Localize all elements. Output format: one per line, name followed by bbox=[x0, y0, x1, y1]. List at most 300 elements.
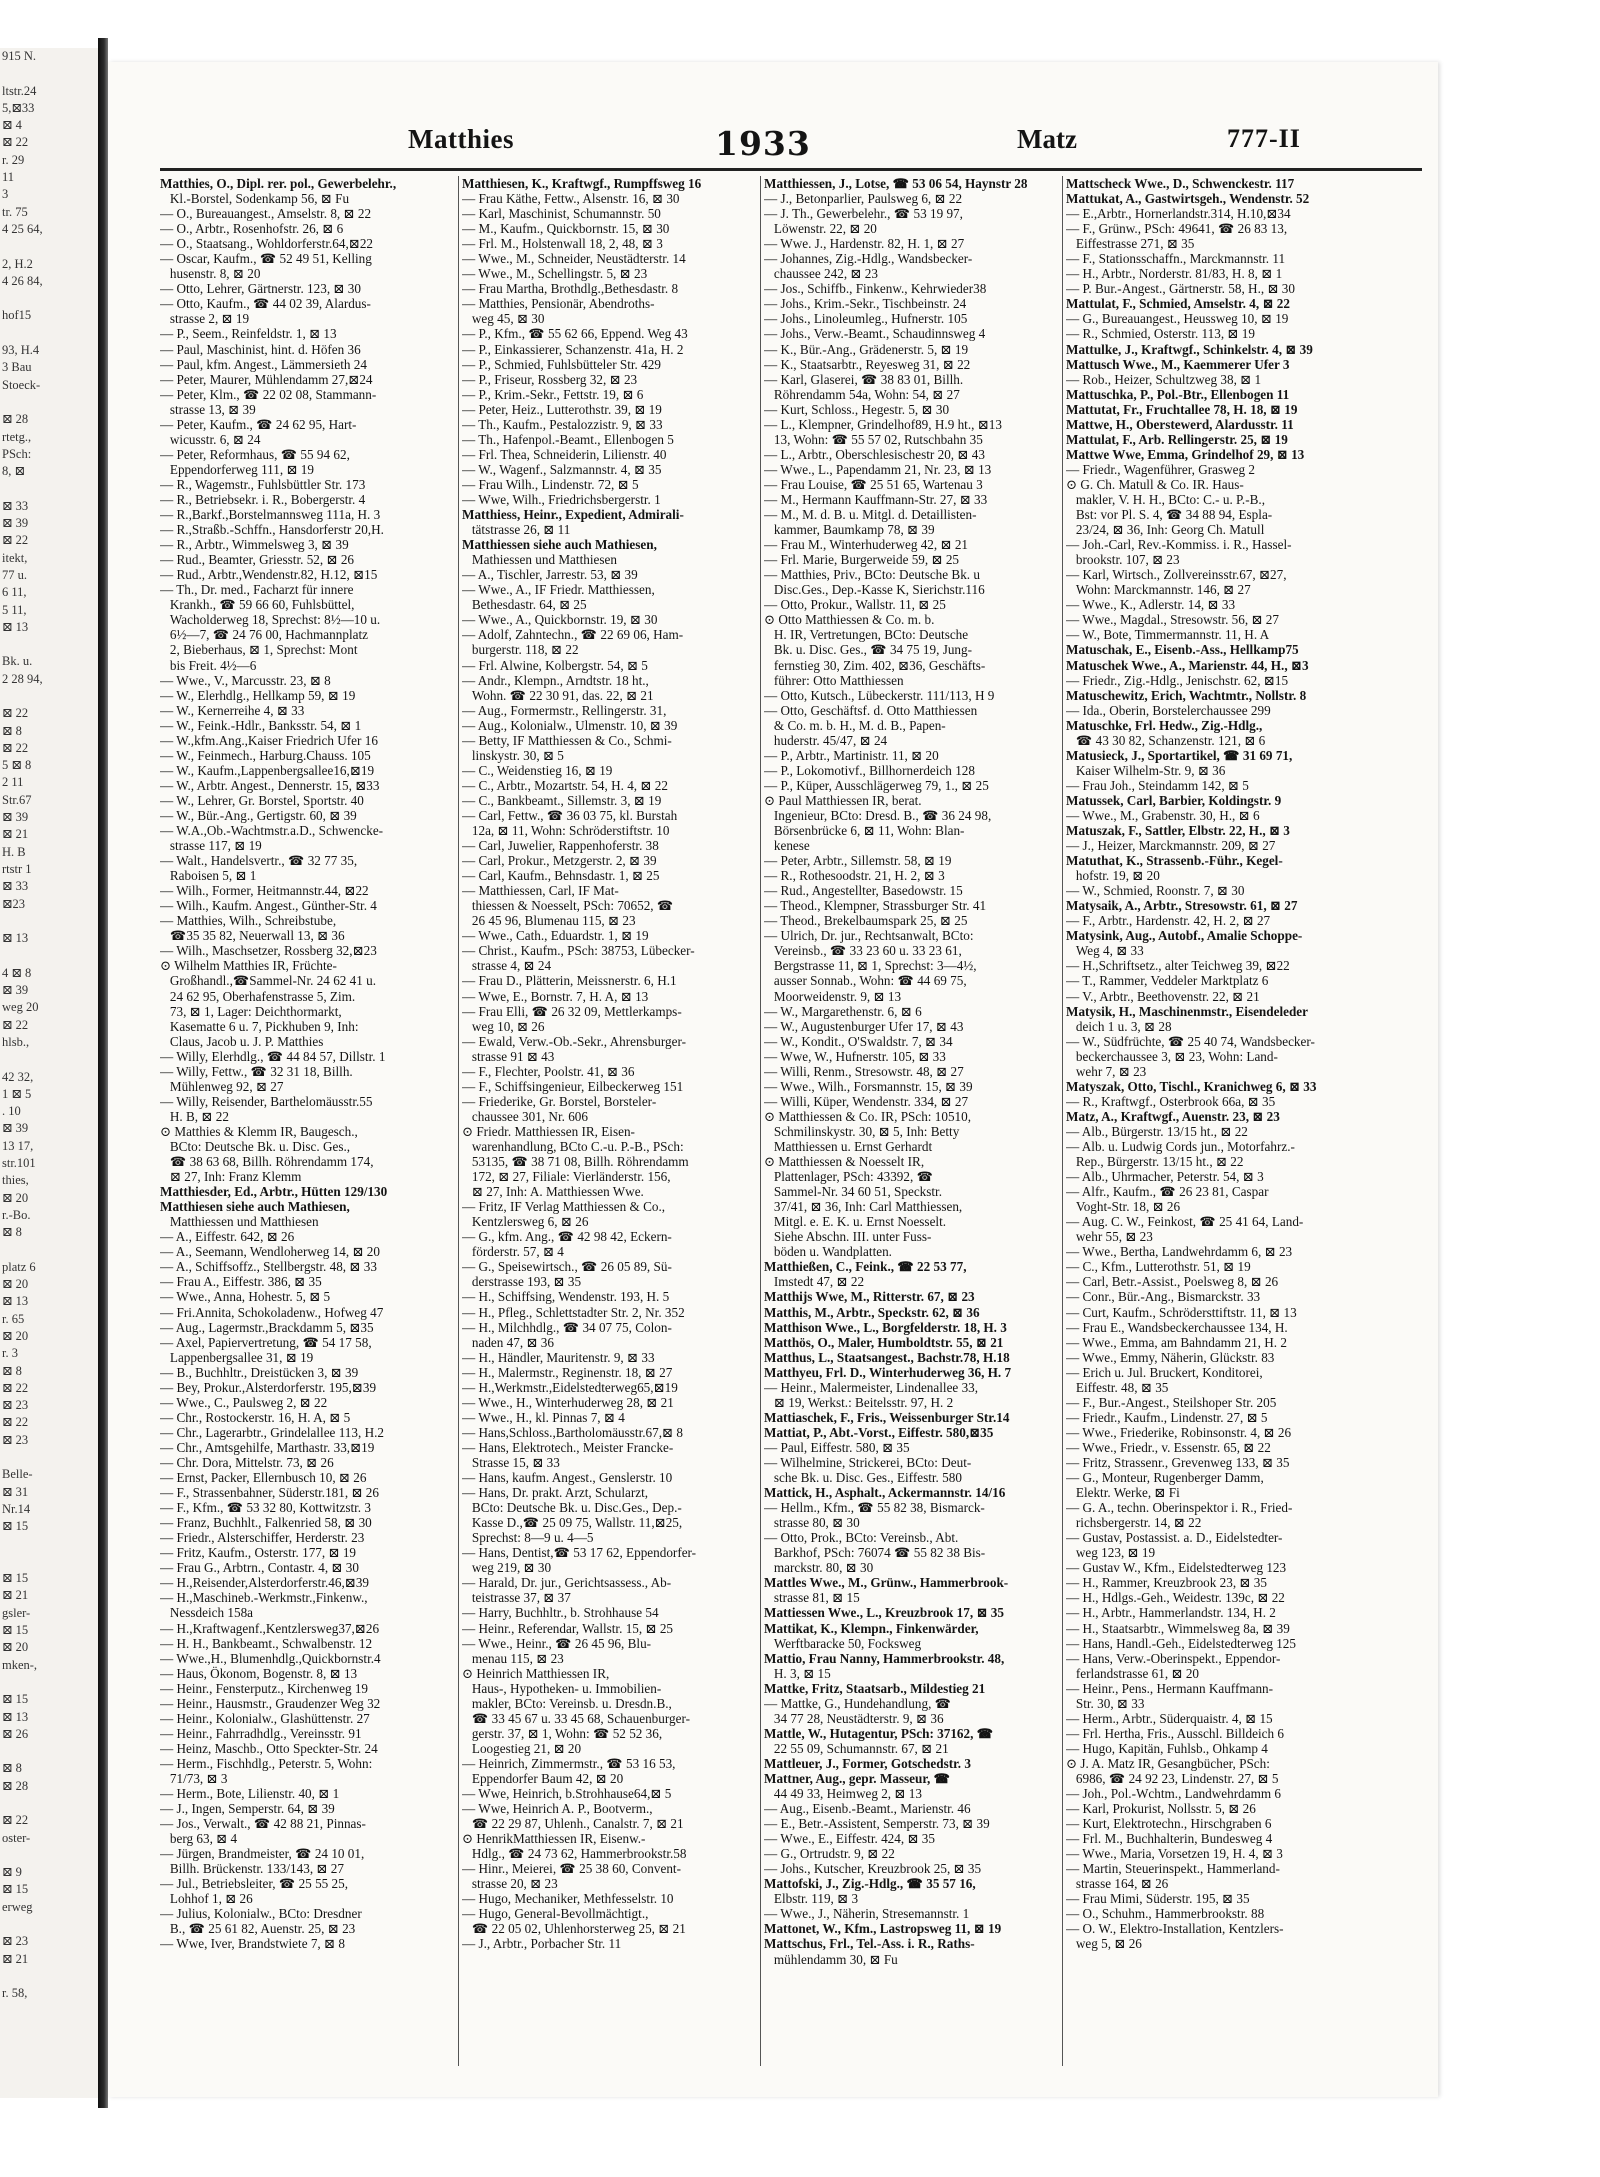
directory-entry-line: — J., Betonparlier, Paulsweg 6, ⊠ 22 bbox=[764, 191, 963, 207]
directory-entry-line: ⊙ Matthiessen & Co. IR, PSch: 10510, bbox=[764, 1108, 972, 1124]
directory-entry-line: — Wwe., M., Schellingstr. 5, ⊠ 23 bbox=[462, 266, 648, 282]
directory-entry-line: — H., Arbtr., Norderstr. 81/83, H. 8, ⊠ 1 bbox=[1066, 266, 1283, 282]
directory-entry-line: Krankh., ☎ 59 66 60, Fuhlsbüttel, bbox=[160, 597, 355, 613]
directory-entry-line: Matthijs Wwe, M., Ritterstr. 67, ⊠ 23 bbox=[764, 1289, 975, 1305]
directory-entry-line: Lappenbergsallee 31, ⊠ 19 bbox=[160, 1349, 314, 1365]
directory-entry-line: — Karl, Glaserei, ☎ 38 83 01, Billh. bbox=[764, 371, 964, 387]
prev-page-fragment bbox=[0, 636, 98, 653]
directory-entry-line: — Friedr., Kaufm., Lindenstr. 27, ⊠ 5 bbox=[1066, 1409, 1268, 1425]
directory-entry-line: — Chr. Dora, Mittelstr. 73, ⊠ 26 bbox=[160, 1454, 334, 1470]
directory-entry-line: Voght-Str. 18, ⊠ 26 bbox=[1066, 1199, 1181, 1215]
directory-entry-line: — Gustav W., Kfm., Eidelstedterweg 123 bbox=[1066, 1560, 1287, 1576]
prev-page-fragment bbox=[0, 947, 98, 964]
directory-entry-line: — W., Augustenburger Ufer 17, ⊠ 43 bbox=[764, 1018, 964, 1034]
prev-page-fragment bbox=[0, 913, 98, 930]
directory-entry-line: Matthiesen siehe auch Mathiesen, bbox=[160, 1199, 350, 1215]
directory-entry-line: — Wwe, W., Hufnerstr. 105, ⊠ 33 bbox=[764, 1048, 946, 1064]
directory-entry-line: weg 219, ⊠ 30 bbox=[462, 1560, 552, 1576]
directory-columns bbox=[160, 176, 1422, 2066]
directory-entry-line: Bethesdastr. 64, ⊠ 25 bbox=[462, 597, 587, 613]
directory-entry-line: ausser Sonnab., Wohn: ☎ 44 69 75, bbox=[764, 973, 967, 989]
prev-page-fragment: 11 bbox=[2, 170, 15, 185]
directory-entry-line: — Rob., Heizer, Schultzweg 38, ⊠ 1 bbox=[1066, 371, 1262, 387]
directory-entry-line: fernstieg 30, Zim. 402, ⊠36, Geschäfts- bbox=[764, 657, 986, 673]
directory-entry-line: B., ☎ 25 61 82, Auenstr. 25, ⊠ 23 bbox=[160, 1921, 356, 1937]
prev-page-fragment: ⊠ 23 bbox=[2, 1398, 29, 1413]
directory-entry-line: — Carl, Fettw., ☎ 36 03 75, kl. Burstah bbox=[462, 807, 678, 823]
directory-entry-line: weg 123, ⊠ 19 bbox=[1066, 1545, 1156, 1561]
directory-entry-line: Kl.-Borstel, Sodenkamp 56, ⊠ Fu bbox=[160, 191, 350, 207]
directory-entry-line: Mattner, Aug., gepr. Masseur, ☎ bbox=[764, 1770, 951, 1786]
directory-entry-line: — Johs., Kutscher, Kreuzbrook 25, ⊠ 35 bbox=[764, 1861, 982, 1877]
prev-page-fragment: platz 6 bbox=[2, 1259, 36, 1274]
directory-entry-line: — Heinr., Hausmstr., Graudenzer Weg 32 bbox=[160, 1695, 381, 1711]
directory-entry-line: — Karl, Prokurist, Nollsstr. 5, ⊠ 26 bbox=[1066, 1801, 1256, 1817]
directory-entry-line: deich 1 u. 3, ⊠ 28 bbox=[1066, 1018, 1172, 1034]
directory-entry-line: Mattleuer, J., Former, Gotschedstr. 3 bbox=[764, 1755, 971, 1771]
directory-entry-line: Matthiessen siehe auch Mathiesen, bbox=[462, 537, 657, 553]
directory-entry-line: — Rud., Beamter, Griesstr. 52, ⊠ 26 bbox=[160, 552, 355, 568]
prev-page-fragment: Nr.14 bbox=[2, 1501, 31, 1516]
directory-entry-line: 6½—7, ☎ 24 76 00, Hachmannplatz bbox=[160, 627, 368, 643]
prev-page-fragment: ⊠ 20 bbox=[2, 1277, 29, 1292]
prev-page-fragment: str.101 bbox=[2, 1156, 36, 1170]
directory-entry-line: Eiffestrasse 271, ⊠ 35 bbox=[1066, 236, 1195, 252]
directory-entry-line: weg 5, ⊠ 26 bbox=[1066, 1936, 1142, 1952]
directory-entry-line: — F., Grünw., PSch: 49641, ☎ 26 83 13, bbox=[1066, 221, 1288, 237]
directory-entry-line: — P., Schmied, Fuhlsbütteler Str. 429 bbox=[462, 356, 661, 372]
directory-entry-line: — Friedr., Alsterschiffer, Herderstr. 23 bbox=[160, 1530, 365, 1546]
directory-entry-line: — W.,kfm.Ang.,Kaiser Friedrich Ufer 16 bbox=[160, 732, 378, 748]
directory-entry-line: — Theod., Brekelbaumspark 25, ⊠ 25 bbox=[764, 913, 968, 929]
directory-entry-line: Mattio, Frau Nanny, Hammerbrookstr. 48, bbox=[764, 1650, 1005, 1666]
directory-entry-line: — P., Arbtr., Martinistr. 11, ⊠ 20 bbox=[764, 747, 939, 763]
directory-entry-line: — Erich u. Jul. Bruckert, Konditorei, bbox=[1066, 1364, 1263, 1380]
directory-entry-line: Matthiessen und Matthiesen bbox=[160, 1214, 319, 1230]
directory-entry-line: — Frl. M., Holstenwall 18, 2, 48, ⊠ 3 bbox=[462, 236, 663, 252]
directory-entry-line: Mattiaschek, F., Fris., Weissenburger Str.14 bbox=[764, 1409, 1010, 1425]
prev-page-fragment: ltstr.24 bbox=[2, 83, 37, 98]
directory-entry-line: Mathiessen und Matthiesen bbox=[462, 552, 617, 568]
directory-entry-line: — W., Lehrer, Gr. Borstel, Sportstr. 40 bbox=[160, 792, 364, 808]
directory-entry-line: — Walt., Handelsvertr., ☎ 32 77 35, bbox=[160, 853, 358, 869]
directory-entry-line: — Hugo, Kapitän, Fuhlsb., Ohkamp 4 bbox=[1066, 1740, 1268, 1756]
directory-entry-line: Loogestieg 21, ⊠ 20 bbox=[462, 1740, 582, 1756]
directory-entry-line: ⊠ 27, Inh: A. Matthiessen Wwe. bbox=[462, 1184, 644, 1200]
directory-entry-line: — Karl, Maschinist, Schumannstr. 50 bbox=[462, 206, 661, 222]
directory-entry-line: — H., Milchhdlg., ☎ 34 07 75, Colon- bbox=[462, 1319, 672, 1335]
directory-entry-line: — O., Schuhm., Hammerbrookstr. 88 bbox=[1066, 1906, 1265, 1922]
prev-page-fragment: ⊠ 15 bbox=[2, 1623, 29, 1638]
directory-entry-line: — Chr., Amtsgehilfe, Marthastr. 33,⊠19 bbox=[160, 1439, 375, 1455]
directory-entry-line: H. B, ⊠ 22 bbox=[160, 1108, 229, 1124]
directory-entry-line: — K., Staatsarbtr., Reyesweg 31, ⊠ 22 bbox=[764, 356, 971, 372]
directory-entry-line: ⊙ Otto Matthiessen & Co. m. b. bbox=[764, 612, 935, 628]
prev-page-fragment: 1 ⊠ 5 bbox=[2, 1086, 32, 1101]
prev-page-fragment: Stoeck- bbox=[2, 377, 41, 392]
directory-entry-line: — Adolf, Zahntechn., ☎ 22 69 06, Ham- bbox=[462, 627, 684, 643]
directory-entry-line: — Wwe., H., kl. Pinnas 7, ⊠ 4 bbox=[462, 1409, 625, 1425]
directory-entry-line: — Herm., Fischhdlg., Peterstr. 5, Wohn: bbox=[160, 1755, 373, 1771]
directory-entry-line: — Wwe., C., Paulsweg 2, ⊠ 22 bbox=[160, 1394, 328, 1410]
prev-page-fragment: itekt, bbox=[2, 550, 28, 565]
directory-entry-line: — Jos., Schiffb., Finkenw., Kehrwieder38 bbox=[764, 281, 987, 297]
directory-entry-line: Mattulke, J., Kraftwgf., Schinkelstr. 4, ⊠ 39 bbox=[1066, 341, 1313, 357]
prev-page-fragment: mken-, bbox=[2, 1657, 38, 1672]
directory-entry-line: ferlandstrasse 61, ⊠ 20 bbox=[1066, 1665, 1200, 1681]
directory-entry-line: Matuszak, F., Sattler, Elbstr. 22, H., ⊠ 3 bbox=[1066, 823, 1290, 839]
directory-entry-line: — P., Krim.-Sekr., Fettstr. 19, ⊠ 6 bbox=[462, 386, 644, 402]
directory-entry-line: ⊙ J. A. Matz IR, Gesangbücher, PSch: bbox=[1066, 1755, 1270, 1771]
directory-entry-line: — C., Kfm., Lutterothstr. 51, ⊠ 19 bbox=[1066, 1259, 1251, 1275]
directory-entry-line: — Hugo, General-Bevollmächtigt., bbox=[462, 1906, 649, 1922]
directory-entry-line: Wohn: Marckmannstr. 146, ⊠ 27 bbox=[1066, 582, 1251, 598]
directory-entry-line: Mattulat, F., Schmied, Amselstr. 4, ⊠ 22 bbox=[1066, 296, 1290, 312]
directory-entry-line: — G. A., techn. Oberinspektor i. R., Fried- bbox=[1066, 1500, 1293, 1516]
directory-entry-line: — Gustav, Postassist. a. D., Eidelstedter- bbox=[1066, 1530, 1283, 1546]
directory-entry-line: — Wilhelmine, Strickerei, BCto: Deut- bbox=[764, 1454, 972, 1470]
directory-entry-line: — Jos., Verwalt., ☎ 42 88 21, Pinnas- bbox=[160, 1816, 366, 1832]
directory-entry-line: — Ida., Oberin, Borstelerchaussee 299 bbox=[1066, 702, 1271, 718]
directory-entry-line: — G., kfm. Ang., ☎ 42 98 42, Eckern- bbox=[462, 1229, 672, 1245]
directory-entry-line: ⊠ 19, Werkst.: Beitelsstr. 97, H. 2 bbox=[764, 1394, 954, 1410]
directory-entry-line: — Carl, Juwelier, Rappenhoferstr. 38 bbox=[462, 838, 659, 854]
directory-entry-line: — M., M. d. B. u. Mitgl. d. Detaillisten- bbox=[764, 507, 977, 523]
directory-entry-line: hofstr. 19, ⊠ 20 bbox=[1066, 868, 1160, 884]
directory-entry-line: — Martin, Steuerinspekt., Hammerland- bbox=[1066, 1861, 1280, 1877]
prev-page-fragment: ⊠ 8 bbox=[2, 723, 22, 738]
directory-entry-line: ⊙ Paul Matthiessen IR, berat. bbox=[764, 792, 922, 808]
previous-page-strip bbox=[0, 48, 98, 2098]
directory-entry-line: 37/41, ⊠ 36, Inh: Carl Matthiessen, bbox=[764, 1199, 963, 1215]
directory-entry-line: — O., Bureauangest., Amselstr. 8, ⊠ 22 bbox=[160, 206, 372, 222]
directory-entry-line: wicusstr. 6, ⊠ 24 bbox=[160, 431, 261, 447]
prev-page-fragment: 8, ⊠ bbox=[2, 464, 25, 479]
directory-entry-line: — W., Wagenf., Salzmannstr. 4, ⊠ 35 bbox=[462, 461, 662, 477]
directory-entry-line: Bk. u. Disc. Ges., ☎ 34 75 19, Jung- bbox=[764, 642, 973, 658]
directory-entry-line: — F., Strassenbahner, Süderstr.181, ⊠ 26 bbox=[160, 1485, 379, 1501]
directory-entry-line: 2, Bieberhaus, ⊠ 1, Sprechst: Mont bbox=[160, 642, 358, 658]
directory-entry-line: — Wwe., A., Quickbornstr. 19, ⊠ 30 bbox=[462, 612, 658, 628]
directory-entry-line: sche Bk. u. Disc. Ges., Eiffestr. 580 bbox=[764, 1470, 962, 1486]
prev-page-fragment bbox=[0, 65, 98, 82]
directory-entry-line: — Wwe., A., IF Friedr. Matthiessen, bbox=[462, 582, 655, 598]
directory-entry-line: — Willy, Reisender, Barthelomäusstr.55 bbox=[160, 1093, 373, 1109]
directory-entry-line: Plattenlager, PSch: 43392, ☎ bbox=[764, 1169, 934, 1185]
directory-entry-line: — Heinr., Fensterputz., Kirchenweg 19 bbox=[160, 1680, 369, 1696]
directory-entry-line: — Hans, Handl.-Geh., Eidelstedterweg 125 bbox=[1066, 1635, 1296, 1651]
directory-entry-line: ☎ 22 05 02, Uhlenhorsterweg 25, ⊠ 21 bbox=[462, 1921, 686, 1937]
prev-page-fragment: 93, H.4 bbox=[2, 343, 40, 358]
prev-page-fragment: ⊠ 23 bbox=[2, 1934, 29, 1949]
directory-entry-line: Matussek, Carl, Barbier, Koldingstr. 9 bbox=[1066, 792, 1282, 808]
prev-page-fragment: ⊠ 39 bbox=[2, 516, 29, 531]
directory-entry-line: führer: Otto Matthiessen bbox=[764, 672, 904, 688]
directory-entry-line: — Fritz, Kaufm., Osterstr. 177, ⊠ 19 bbox=[160, 1545, 357, 1561]
directory-entry-line: — Otto, Prok., BCto: Vereinsb., Abt. bbox=[764, 1530, 959, 1546]
directory-entry-line: — H.,Schriftsetz., alter Teichweg 39, ⊠22 bbox=[1066, 958, 1290, 974]
directory-entry-line: Mattle, W., Hutagentur, PSch: 37162, ☎ bbox=[764, 1725, 994, 1741]
directory-entry-line: Elbstr. 119, ⊠ 3 bbox=[764, 1891, 859, 1907]
directory-entry-line: — Wwe., Emma, am Bahndamm 21, H. 2 bbox=[1066, 1334, 1287, 1350]
directory-entry-line: — R., Wagemstr., Fuhlsbüttler Str. 173 bbox=[160, 476, 366, 492]
directory-entry-line: — Haus, Ökonom, Bogenstr. 8, ⊠ 13 bbox=[160, 1665, 358, 1681]
prev-page-fragment: r. 65 bbox=[2, 1311, 25, 1326]
directory-entry-line: makler, V. H. H., BCto: C.- u. P.-B., bbox=[1066, 491, 1266, 507]
directory-entry-line: — Aug. C. W., Feinkost, ☎ 25 41 64, Land- bbox=[1066, 1214, 1304, 1230]
prev-page-fragment: ⊠ 33 bbox=[2, 879, 29, 894]
directory-entry-line: ⊠ 27, Inh: Franz Klemm bbox=[160, 1169, 302, 1185]
prev-page-fragment: ⊠ 22 bbox=[2, 740, 29, 755]
prev-page-fragment: ⊠ 20 bbox=[2, 1190, 29, 1205]
directory-entry-line: — W., Kaufm.,Lappenbergsallee16,⊠19 bbox=[160, 762, 375, 778]
directory-entry-line: — Peter, Klm., ☎ 22 02 08, Stammann- bbox=[160, 386, 377, 402]
prev-page-fragment: 2 11 bbox=[2, 775, 24, 790]
directory-entry-line: Matuthat, K., Strassenb.-Führ., Kegel- bbox=[1066, 853, 1283, 869]
directory-entry-line: Mattiessen Wwe., L., Kreuzbrook 17, ⊠ 35 bbox=[764, 1605, 1004, 1621]
prev-page-fragment: ⊠ 21 bbox=[2, 1951, 29, 1966]
directory-entry-line: — Heinr., Kolonialw., Glashüttenstr. 27 bbox=[160, 1710, 370, 1726]
directory-entry-line: Matthis, M., Arbtr., Speckstr. 62, ⊠ 36 bbox=[764, 1304, 980, 1320]
directory-entry-line: Matthiessen u. Ernst Gerhardt bbox=[764, 1139, 933, 1154]
directory-entry-line: — Rud., Arbtr.,Wendenstr.82, H.12, ⊠15 bbox=[160, 567, 378, 583]
directory-entry-line: burgerstr. 118, ⊠ 22 bbox=[462, 642, 579, 658]
column-divider bbox=[458, 176, 459, 2066]
directory-entry-line: — Wwe., K., Adlerstr. 14, ⊠ 33 bbox=[1066, 597, 1236, 613]
directory-entry-line: — Theod., Klempner, Strassburger Str. 41 bbox=[764, 898, 987, 914]
directory-entry-line: — Wwe., L., Papendamm 21, Nr. 23, ⊠ 13 bbox=[764, 461, 992, 477]
directory-entry-line: — O., Arbtr., Rosenhofstr. 26, ⊠ 6 bbox=[160, 221, 344, 237]
directory-entry-line: Str. 30, ⊠ 33 bbox=[1066, 1695, 1145, 1711]
directory-entry-line: förderstr. 57, ⊠ 4 bbox=[462, 1244, 564, 1260]
directory-entry-line: wehr 7, ⊠ 23 bbox=[1066, 1063, 1147, 1079]
prev-page-fragment: ⊠ 15 bbox=[2, 1519, 29, 1534]
directory-entry-line: bis Freit. 4½—6 bbox=[160, 657, 257, 673]
directory-entry-line: Elektr. Werke, ⊠ Fi bbox=[1066, 1485, 1180, 1501]
directory-entry-line: Mattscheck Wwe., D., Schwenckestr. 117 bbox=[1066, 176, 1295, 191]
directory-entry-line: — Wwe., Anna, Hohestr. 5, ⊠ 5 bbox=[160, 1289, 331, 1305]
directory-entry-line: — Otto, Prokur., Wallstr. 11, ⊠ 25 bbox=[764, 597, 946, 613]
directory-entry-line: — Kurt, Elektrotechn., Hirschgraben 6 bbox=[1066, 1816, 1272, 1832]
directory-entry-line: — P., Kfm., ☎ 55 62 66, Eppend. Weg 43 bbox=[462, 326, 688, 342]
book-gutter bbox=[98, 38, 108, 2108]
directory-entry-line: — W., Kondit., O'Swaldstr. 7, ⊠ 34 bbox=[764, 1033, 953, 1049]
directory-entry-line: Matthiesder, Ed., Arbtr., Hütten 129/130 bbox=[160, 1184, 388, 1200]
directory-entry-line: — Carl, Kaufm., Behnsdastr. 1, ⊠ 25 bbox=[462, 868, 660, 884]
prev-page-fragment bbox=[0, 1051, 98, 1068]
directory-entry-line: Mattwe Wwe, Emma, Grindelhof 29, ⊠ 13 bbox=[1066, 446, 1305, 462]
directory-entry-line: — Fritz, Strassenr., Grevenweg 133, ⊠ 35 bbox=[1066, 1454, 1290, 1470]
directory-entry-line: Mattusch Wwe., M., Kaemmerer Ufer 3 bbox=[1066, 356, 1290, 372]
directory-entry-line: chaussee 242, ⊠ 23 bbox=[764, 266, 878, 282]
prev-page-fragment: ⊠ 22 bbox=[2, 533, 29, 548]
prev-page-fragment: weg 20 bbox=[2, 1000, 39, 1015]
directory-entry-line: — Chr., Rostockerstr. 16, H. A, ⊠ 5 bbox=[160, 1409, 351, 1425]
directory-entry-line: — Frau E., Wandsbeckerchaussee 134, H. bbox=[1066, 1319, 1288, 1335]
directory-entry-line: — Herm., Arbtr., Süderquaistr. 4, ⊠ 15 bbox=[1066, 1710, 1273, 1726]
directory-entry-line: — Johs., Krim.-Sekr., Tischbeinstr. 24 bbox=[764, 296, 967, 312]
directory-entry-line: Matuschewitz, Erich, Wachtmtr., Nollstr. 8 bbox=[1066, 687, 1307, 703]
directory-entry-line: ⊙ Heinrich Matthiessen IR, bbox=[462, 1665, 610, 1681]
directory-entry-line: — Wwe., E., Eiffestr. 424, ⊠ 35 bbox=[764, 1831, 935, 1847]
header-year: 1933 bbox=[715, 124, 811, 163]
directory-entry-line: 12a, ⊠ 11, Wohn: Schröderstiftstr. 10 bbox=[462, 823, 670, 839]
directory-entry-line: — Johannes, Zig.-Hdlg., Wandsbecker- bbox=[764, 251, 973, 267]
prev-page-fragment: rtstr 1 bbox=[2, 861, 32, 876]
directory-entry-line: — Aug., Kolonialw., Ulmenstr. 10, ⊠ 39 bbox=[462, 717, 678, 733]
directory-entry-line: — Wwe.,H., Blumenhdlg.,Quickbornstr.4 bbox=[160, 1650, 381, 1666]
directory-entry-line: — Frl. M., Buchhalterin, Bundesweg 4 bbox=[1066, 1831, 1273, 1847]
directory-entry-line: — Alb., Uhrmacher, Peterstr. 54, ⊠ 3 bbox=[1066, 1169, 1264, 1185]
directory-entry-line: — Mattke, G., Hundehandlung, ☎ bbox=[764, 1695, 952, 1711]
directory-entry-line: Mattschus, Frl., Tel.-Ass. i. R., Raths- bbox=[764, 1936, 975, 1952]
directory-entry-line: — Heinr., Pens., Hermann Kauffmann- bbox=[1066, 1680, 1274, 1696]
directory-entry-line: marckstr. 80, ⊠ 30 bbox=[764, 1560, 874, 1576]
prev-page-fragment: ⊠ 33 bbox=[2, 498, 29, 513]
prev-page-fragment bbox=[0, 688, 98, 705]
prev-page-fragment: ⊠ 13 bbox=[2, 1709, 29, 1724]
directory-entry-line: H. 3, ⊠ 15 bbox=[764, 1665, 831, 1681]
directory-entry-line: — T., Rammer, Veddeler Marktplatz 6 bbox=[1066, 973, 1269, 989]
header-page-number: 777-II bbox=[1227, 124, 1301, 153]
directory-entry-line: — Frau G., Arbtrn., Contastr. 4, ⊠ 30 bbox=[160, 1560, 359, 1576]
prev-page-fragment: 5 11, bbox=[2, 602, 27, 617]
directory-entry-line: ☎ 38 63 68, Billh. Röhrendamm 174, bbox=[160, 1154, 374, 1170]
directory-entry-line: — R., Schmied, Osterstr. 113, ⊠ 19 bbox=[1066, 326, 1255, 342]
prev-page-fragment: ⊠ 8 bbox=[2, 1225, 22, 1240]
prev-page-fragment: gsler- bbox=[2, 1605, 31, 1620]
directory-entry-line: — W., Bote, Timmermannstr. 11, H. A bbox=[1066, 627, 1270, 643]
directory-entry-line: — Betty, IF Matthiessen & Co., Schmi- bbox=[462, 732, 672, 748]
directory-entry-line: beckerchaussee 3, ⊠ 23, Wohn: Land- bbox=[1066, 1048, 1278, 1064]
directory-entry-line: Matusieck, J., Sportartikel, ☎ 31 69 71, bbox=[1066, 747, 1293, 763]
directory-entry-line: Mühlenweg 92, ⊠ 27 bbox=[160, 1078, 284, 1094]
directory-entry-line: — Paul, Eiffestr. 580, ⊠ 35 bbox=[764, 1439, 910, 1455]
directory-entry-line: strasse 81, ⊠ 15 bbox=[764, 1590, 860, 1606]
directory-entry-line: — Heinr., Fahrradhdlg., Vereinsstr. 91 bbox=[160, 1725, 362, 1741]
directory-entry-line: — W., Feinmech., Harburg.Chauss. 105 bbox=[160, 747, 371, 763]
directory-entry-line: — Frau Mimi, Süderstr. 195, ⊠ 35 bbox=[1066, 1891, 1250, 1907]
prev-page-fragment: ⊠ 23 bbox=[2, 1432, 29, 1447]
directory-entry-line: — L., Arbtr., Oberschlesischestr 20, ⊠ 43 bbox=[764, 446, 985, 462]
directory-entry-line: — C., Weidenstieg 16, ⊠ 19 bbox=[462, 762, 613, 778]
directory-entry-line: — Ewald, Verw.-Ob.-Sekr., Ahrensburger- bbox=[462, 1033, 686, 1049]
directory-entry-line: ⊙ HenrikMatthiessen IR, Eisenw.- bbox=[462, 1831, 646, 1847]
directory-entry-line: Billh. Brückenstr. 133/143, ⊠ 27 bbox=[160, 1861, 344, 1877]
directory-entry-line: — G., Speisewirtsch., ☎ 26 05 89, Sü- bbox=[462, 1259, 672, 1275]
directory-entry-line: — Otto, Lehrer, Gärtnerstr. 123, ⊠ 30 bbox=[160, 281, 361, 297]
directory-entry-line: — Johs., Linoleumleg., Hufnerstr. 105 bbox=[764, 311, 968, 327]
header-right-keyword: Matz bbox=[1017, 124, 1077, 154]
prev-page-fragment: 2 28 94, bbox=[2, 671, 43, 686]
prev-page-fragment: ⊠ 39 bbox=[2, 810, 29, 825]
directory-entry-line: Sammel-Nr. 34 60 51, Speckstr. bbox=[764, 1184, 943, 1200]
directory-entry-line: strasse 117, ⊠ 19 bbox=[160, 838, 262, 854]
prev-page-fragment: hlsb., bbox=[2, 1034, 30, 1049]
directory-entry-line: Börsenbrücke 6, ⊠ 11, Wohn: Blan- bbox=[764, 823, 965, 839]
directory-entry-line: — R., Arbtr., Wimmelsweg 3, ⊠ 39 bbox=[160, 537, 349, 553]
directory-entry-line: Bst: vor Pl. S. 4, ☎ 34 88 94, Espla- bbox=[1066, 507, 1273, 523]
prev-page-fragment: Str.67 bbox=[2, 792, 32, 807]
prev-page-fragment: 13 17, bbox=[2, 1138, 34, 1153]
directory-entry-line: — Peter, Reformhaus, ☎ 55 94 62, bbox=[160, 446, 350, 462]
directory-entry-line: — Wwe, Wilh., Friedrichsbergerstr. 1 bbox=[462, 491, 661, 507]
directory-entry-line: ⊙ Friedr. Matthiessen IR, Eisen- bbox=[462, 1123, 635, 1139]
directory-entry-line: — Frl. Marie, Burgerweide 59, ⊠ 25 bbox=[764, 552, 960, 568]
directory-entry-line: Mattke, Fritz, Staatsarb., Mildestieg 21 bbox=[764, 1680, 986, 1696]
directory-entry-line: BCto: Deutsche Bk. u. Disc. Ges., bbox=[160, 1139, 351, 1154]
directory-entry-line: Claus, Jacob u. J. P. Matthies bbox=[160, 1033, 324, 1049]
directory-entry-line: böden u. Wandplatten. bbox=[764, 1244, 892, 1260]
prev-page-fragment: ⊠ 39 bbox=[2, 1121, 29, 1136]
directory-entry-line: — R., Rothesoodstr. 21, H. 2, ⊠ 3 bbox=[764, 868, 945, 884]
directory-entry-line: Matthiessen, J., Lotse, ☎ 53 06 54, Haynstr 28 bbox=[764, 176, 1028, 191]
prev-page-fragment: 5,⊠33 bbox=[2, 100, 35, 115]
directory-entry-line: — P. Bur.-Angest., Gärtnerstr. 58, H., ⊠ 30 bbox=[1066, 281, 1295, 297]
directory-entry-line: — A., Eiffestr. 642, ⊠ 26 bbox=[160, 1229, 295, 1245]
directory-entry-line: — P., Seem., Reinfeldstr. 1, ⊠ 13 bbox=[160, 326, 337, 342]
directory-entry-line: — Wwe., Wilh., Forsmannstr. 15, ⊠ 39 bbox=[764, 1078, 973, 1094]
directory-entry-line: — W., Margarethenstr. 6, ⊠ 6 bbox=[764, 1003, 922, 1019]
directory-entry-line: — F., Stationsschaffn., Marckmannstr. 11 bbox=[1066, 251, 1286, 267]
directory-entry-line: Matthös, O., Maler, Humboldtstr. 55, ⊠ 21 bbox=[764, 1334, 1004, 1350]
directory-entry-line: Werftbaracke 50, Focksweg bbox=[764, 1635, 922, 1651]
directory-entry-line: — Wwe. J., Hardenstr. 82, H. 1, ⊠ 27 bbox=[764, 236, 965, 252]
directory-entry-line: — H., Rammer, Kreuzbrook 23, ⊠ 35 bbox=[1066, 1575, 1267, 1591]
directory-entry-line: — O., Staatsang., Wohldorferstr.64,⊠22 bbox=[160, 236, 374, 252]
prev-page-fragment bbox=[0, 1916, 98, 1933]
prev-page-fragment: ⊠23 bbox=[2, 896, 25, 911]
directory-entry-line: Barkhof, PSch: 76074 ☎ 55 82 38 Bis- bbox=[764, 1545, 986, 1561]
prev-page-fragment bbox=[0, 1795, 98, 1812]
directory-entry-line: — F., Arbtr., Hardenstr. 42, H. 2, ⊠ 27 bbox=[1066, 913, 1271, 929]
directory-entry-line: gerstr. 37, ⊠ 1, Wohn: ☎ 52 52 36, bbox=[462, 1725, 663, 1741]
directory-entry-line: — Frau Louise, ☎ 25 51 65, Wartenau 3 bbox=[764, 476, 983, 492]
directory-entry-line: — Hugo, Mechaniker, Methfesselstr. 10 bbox=[462, 1891, 674, 1907]
prev-page-fragment: rtetg., bbox=[2, 429, 32, 444]
directory-entry-line: 26 45 96, Blumenau 115, ⊠ 23 bbox=[462, 913, 636, 929]
directory-entry-line: Moorweidenstr. 9, ⊠ 13 bbox=[764, 988, 902, 1004]
directory-entry-line: Sprechst: 8—9 u. 4—5 bbox=[462, 1530, 594, 1546]
directory-entry-line: warenhandlung, BCto C.-u. P.-B., PSch: bbox=[462, 1139, 684, 1154]
directory-entry-line: — Otto, Geschäftsf. d. Otto Matthiessen bbox=[764, 702, 978, 718]
directory-entry-line: — O. W., Elektro-Installation, Kentzlers- bbox=[1066, 1921, 1284, 1937]
directory-entry-line: — Wwe, Iver, Brandstwiete 7, ⊠ 8 bbox=[160, 1936, 345, 1952]
directory-entry-line: — Hinr., Meierei, ☎ 25 38 60, Convent- bbox=[462, 1861, 681, 1877]
directory-entry-line: — Christ., Kaufm., PSch: 38753, Lübecker- bbox=[462, 943, 695, 959]
directory-entry-line: Matthison Wwe., L., Borgfelderstr. 18, H. 3 bbox=[764, 1319, 1007, 1335]
directory-entry-line: ⊙ Wilhelm Matthies IR, Früchte- bbox=[160, 958, 337, 974]
prev-page-fragment bbox=[0, 1674, 98, 1691]
column-2 bbox=[462, 176, 754, 2066]
directory-entry-line: Mattonet, W., Kfm., Lastropsweg 11, ⊠ 19 bbox=[764, 1921, 1002, 1937]
directory-entry-line: — W.A.,Ob.-Wachtmstr.a.D., Schwencke- bbox=[160, 823, 384, 839]
directory-entry-line: — H.,Werkmstr.,Eidelstedterweg65,⊠19 bbox=[462, 1379, 678, 1395]
prev-page-fragment: 5 ⊠ 8 bbox=[2, 758, 32, 773]
directory-entry-line: — Franz, Buchhlt., Falkenried 58, ⊠ 30 bbox=[160, 1515, 372, 1531]
prev-page-fragment: H. B bbox=[2, 844, 26, 859]
directory-entry-line: — Peter, Kaufm., ☎ 24 62 95, Hart- bbox=[160, 416, 357, 432]
prev-page-fragment: ⊠ 21 bbox=[2, 827, 29, 842]
directory-entry-line: Haus-, Hypotheken- u. Immobilien- bbox=[462, 1680, 662, 1696]
directory-entry-line: — Peter, Maurer, Mühlendamm 27,⊠24 bbox=[160, 371, 373, 387]
directory-entry-line: Mattuschka, P., Pol.-Btr., Ellenbogen 11 bbox=[1066, 386, 1290, 402]
directory-entry-line: — C., Arbtr., Mozartstr. 54, H. 4, ⊠ 22 bbox=[462, 777, 668, 793]
directory-entry-line: Schmilinskystr. 30, ⊠ 5, Inh: Betty bbox=[764, 1123, 960, 1139]
directory-entry-line: Matthies, O., Dipl. rer. pol., Gewerbelehr., bbox=[160, 176, 397, 191]
column-1 bbox=[160, 176, 452, 2066]
prev-page-fragment: ⊠ 13 bbox=[2, 619, 29, 634]
